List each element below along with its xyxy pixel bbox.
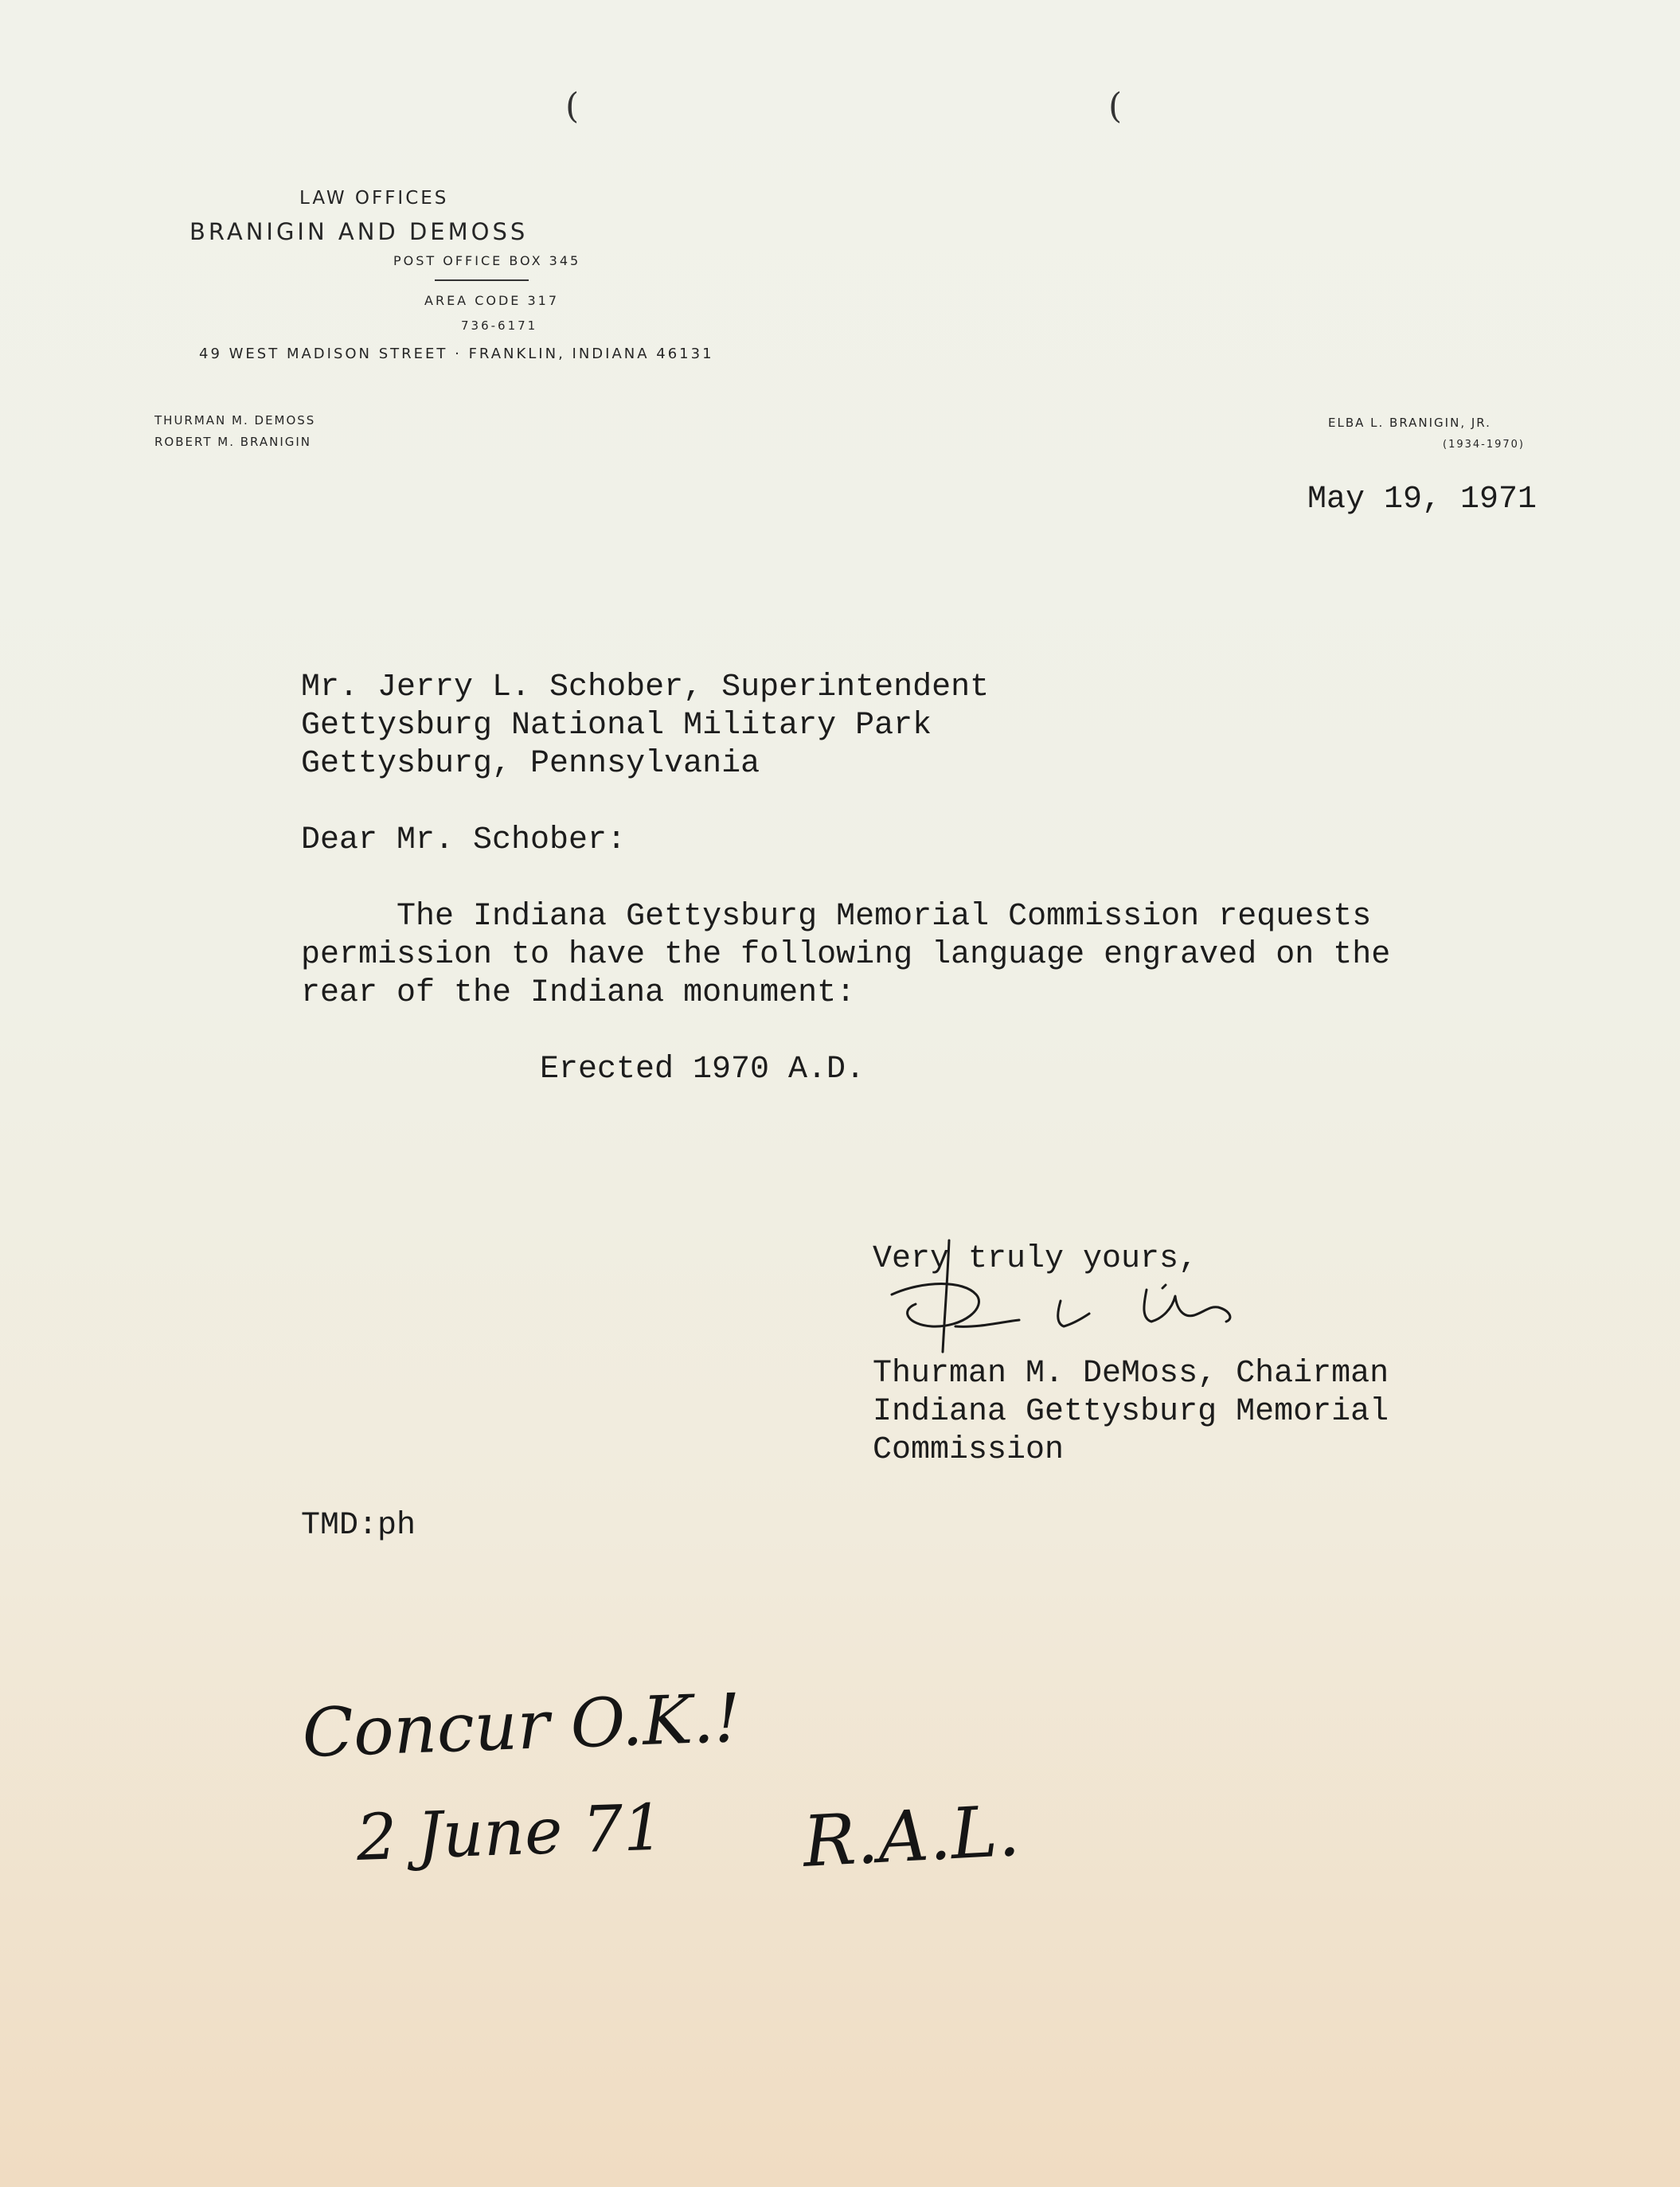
body-line-1: The Indiana Gettysburg Memorial Commission requests xyxy=(301,899,1372,935)
signature-drawing xyxy=(876,1232,1322,1376)
letterhead-firm-name: BRANIGIN AND DEMOSS xyxy=(189,218,529,245)
letterhead-street-address: 49 WEST MADISON STREET · FRANKLIN, INDIANA 46131 xyxy=(199,346,714,362)
letterhead-partner-left-2: ROBERT M. BRANIGIN xyxy=(154,435,312,449)
letterhead-partner-right: ELBA L. BRANIGIN, JR. xyxy=(1328,416,1491,430)
handwritten-note-initials: R.A.L. xyxy=(801,1789,1022,1883)
signatory-line-3: Commission xyxy=(873,1432,1065,1468)
salutation: Dear Mr. Schober: xyxy=(301,822,627,858)
letter-date: May 19, 1971 xyxy=(1307,482,1537,517)
recipient-line-1: Mr. Jerry L. Schober, Superintendent xyxy=(301,670,990,705)
handwritten-note-line-1: Concur O.K.! xyxy=(301,1678,742,1772)
body-line-3: rear of the Indiana monument: xyxy=(301,975,856,1011)
recipient-line-3: Gettysburg, Pennsylvania xyxy=(301,746,760,782)
letterhead-po-box: POST OFFICE BOX 345 xyxy=(393,253,581,268)
letterhead-area-code: AREA CODE 317 xyxy=(424,293,560,308)
letterhead-phone: 736-6171 xyxy=(461,318,538,333)
recipient-line-2: Gettysburg National Military Park xyxy=(301,708,932,744)
reference-initials: TMD:ph xyxy=(301,1508,416,1544)
letterhead-partner-right-years: (1934-1970) xyxy=(1443,439,1526,451)
letterhead-office-label: LAW OFFICES xyxy=(299,188,449,209)
punch-mark-right: ( xyxy=(1108,86,1123,127)
signatory-line-2: Indiana Gettysburg Memorial xyxy=(873,1394,1389,1430)
inscription-text: Erected 1970 A.D. xyxy=(540,1052,865,1088)
letterhead-partner-left-1: THURMAN M. DEMOSS xyxy=(154,413,316,428)
letterhead-divider xyxy=(435,279,529,281)
body-line-2: permission to have the following language engraved on the xyxy=(301,937,1391,973)
handwritten-note-date: 2 June 71 xyxy=(355,1790,666,1875)
closing: Very truly yours, xyxy=(873,1241,1198,1277)
punch-mark-left: ( xyxy=(565,86,580,127)
signatory-line-1: Thurman M. DeMoss, Chairman xyxy=(873,1356,1389,1392)
